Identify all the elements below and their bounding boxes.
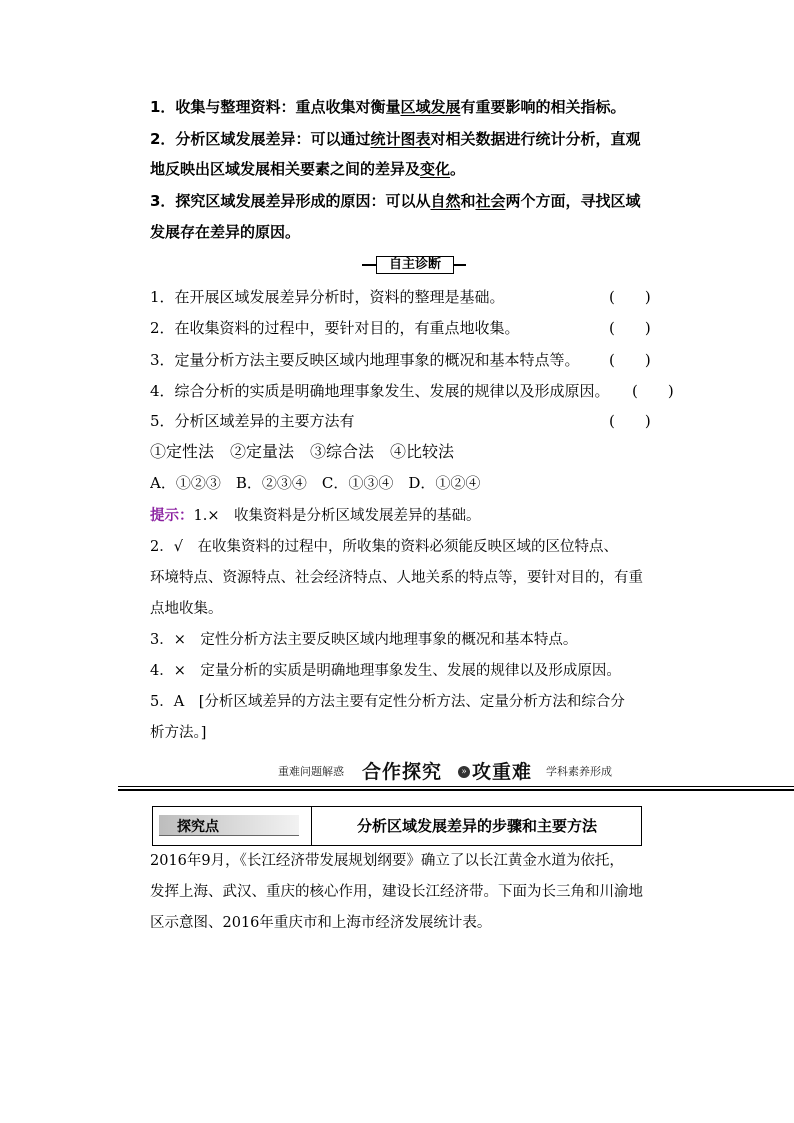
header-bar-left: [362, 264, 376, 266]
banner-main-1: 合作探究: [362, 761, 443, 783]
step-3-line-2: 发展存在差异的原因。: [150, 223, 301, 241]
banner-arrow-icon: »: [458, 766, 470, 778]
question-3-answer-blank: ( ): [609, 351, 651, 369]
question-3: 3．定量分析方法主要反映区域内地理事象的概况和基本特点等。: [150, 351, 580, 369]
question-5-choices: A．①②③ B．②③④ C．①③④ D．①②④: [150, 474, 481, 492]
step-2-line-1: [150, 128, 678, 150]
hint-2-line-1: 2．√ 在收集资料的过程中，所收集的资料必须能反映区域的区位特点、: [150, 539, 618, 555]
question-1-answer-blank: ( ): [609, 288, 651, 306]
passage-line-3: 区示意图、2016年重庆市和上海市经济发展统计表。: [150, 915, 492, 931]
question-5-options: ①定性法 ②定量法 ③综合法 ④比较法: [150, 442, 455, 461]
topic-tab-label: 探究点: [177, 819, 219, 835]
section-banner: [118, 760, 676, 784]
topic-tab: [159, 815, 299, 836]
banner-right-text: 学科素养形成: [546, 765, 612, 778]
self-diagnosis-header: [362, 256, 466, 274]
banner-left-text: 重难问题解惑: [278, 765, 344, 778]
question-4-answer-blank: ( ): [632, 382, 674, 400]
step-2b-keyword: 变化: [420, 160, 451, 178]
step-1-text-end: 有重要影响的相关指标。: [460, 98, 626, 116]
passage-line-1: 2016年9月，《长江经济带发展规划纲要》确立了以长江黄金水道为依托，: [150, 853, 624, 869]
step-3-line-1: [150, 190, 678, 212]
passage-line-2: 发挥上海、武汉、重庆的核心作用，建设长江经济带。下面为长三角和川渝地: [150, 884, 643, 900]
hint-1-text: 1.× 收集资料是分析区域发展差异的基础。: [193, 508, 481, 524]
question-5: 5．分析区域差异的主要方法有: [150, 412, 355, 430]
hint-5-line-1: 5．A [分析区域差异的方法主要有定性分析方法、定量分析方法和综合分: [150, 694, 625, 710]
topic-title: 分析区域发展差异的步骤和主要方法: [356, 817, 597, 835]
header-bar-right: [452, 264, 466, 266]
step-2-keyword: 统计图表: [370, 130, 431, 148]
banner-rule-thick: [118, 789, 794, 791]
question-4: 4．综合分析的实质是明确地理事象发生、发展的规律以及形成原因。: [150, 382, 610, 400]
step-2b-text: 地反映出区域发展相关要素之间的差异及: [150, 160, 421, 178]
step-2-text-end: 对相关数据进行统计分析，直观: [430, 130, 641, 148]
step-1: [150, 96, 678, 118]
step-3-text-end: 两个方面，寻找区域: [505, 192, 641, 210]
hint-1: [150, 505, 678, 527]
banner-rule-thin: [118, 786, 794, 787]
hint-label: 提示：: [150, 508, 194, 524]
step-1-keyword: 区域发展: [400, 98, 461, 116]
question-5-answer-blank: ( ): [609, 412, 651, 430]
hint-2-line-2: 环境特点、资源特点、社会经济特点、人地关系的特点等，要针对目的，有重: [150, 570, 643, 586]
hint-2-line-3: 点地收集。: [150, 601, 223, 617]
question-2-answer-blank: ( ): [609, 319, 651, 337]
question-1: 1．在开展区域发展差异分析时，资料的整理是基础。: [150, 288, 505, 306]
topic-tab-cell: [153, 807, 312, 845]
hint-5-line-2: 析方法。]: [150, 725, 207, 741]
step-3-keyword-nature: 自然: [430, 192, 461, 210]
step-3-keyword-society: 社会: [475, 192, 506, 210]
banner-main-2: 攻重难: [472, 761, 533, 783]
question-2: 2．在收集资料的过程中，要针对目的，有重点地收集。: [150, 319, 520, 337]
step-3-and: 和: [460, 192, 476, 210]
step-3-text: 3．探究区域发展差异形成的原因：可以从: [150, 192, 431, 210]
hint-4: 4．× 定量分析的实质是明确地理事象发生、发展的规律以及形成原因。: [150, 663, 621, 679]
hint-3: 3．× 定性分析方法主要反映区域内地理事象的概况和基本特点。: [150, 632, 578, 648]
step-2-line-2: [150, 158, 678, 180]
topic-table: [152, 806, 642, 846]
step-2b-text-end: 。: [450, 160, 466, 178]
step-2-text: 2．分析区域发展差异：可以通过: [150, 130, 371, 148]
self-diagnosis-title: 自主诊断: [376, 256, 454, 274]
step-1-text: 1．收集与整理资料：重点收集对衡量: [150, 98, 401, 116]
